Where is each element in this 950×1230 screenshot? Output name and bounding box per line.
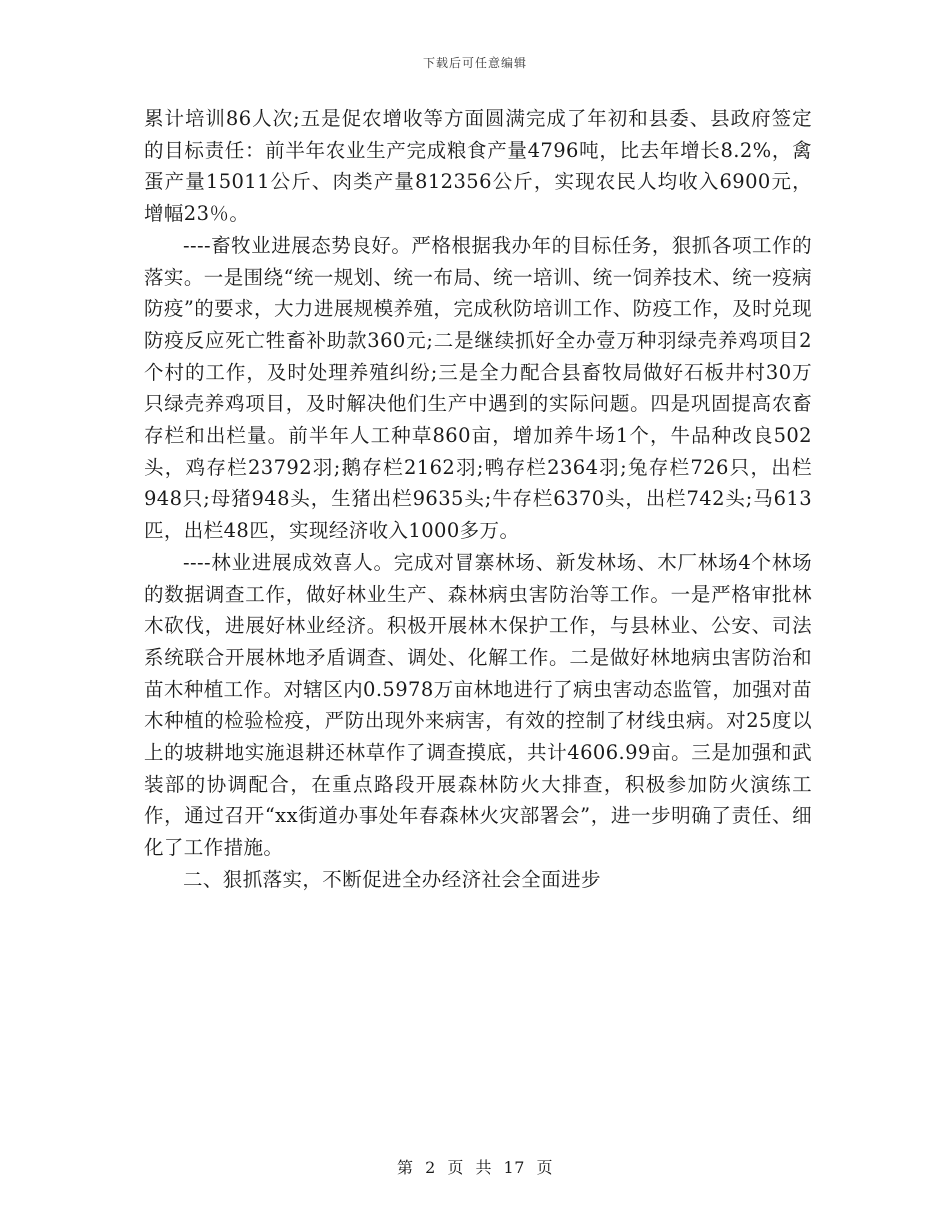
paragraph-forestry: ----林业进展成效喜人。完成对冒寨林场、新发林场、木厂林场4个林场的数据调查工作，做好林业生产、森林病虫害防治等工作。一是严格审批林木砍伐，进展好林业经济。积极开展林木保护工作，与县林业、公安、司法系统联合开展林地矛盾调查、调处、化解工作。二是做好林地病虫害防治和苗木种植工作。对辖区内0.5978万亩林地进行了病虫害动态监管，加强对苗木种植的检验检疫，严防出现外来病害，有效的控制了材线虫病。对25度以上的坡耕地实施退耕还林草作了调查摸底，共计4606.99亩。三是加强和武装部的协调配合，在重点路段开展森林防火大排查，积极参加防火演练工作，通过召开“xx街道办事处年春森林火灾部署会”，进一步明确了责任、细化了工作措施。 (144, 550, 812, 860)
page-header-note: 下载后可任意编辑 (422, 56, 527, 70)
section-heading: 二、狠抓落实，不断促进全办经济社会全面进步 (183, 867, 601, 891)
paragraph-livestock: ----畜牧业进展态势良好。严格根据我办年的目标任务，狠抓各项工作的落实。一是围绕“统一规划、统一布局、统一培训、统一饲养技术、统一疫病防疫”的要求，大力进展规模养殖，完成秋防培训工作、防疫工作，及时兑现防疫反应死亡牲畜补助款360元;二是继续抓好全办壹万种羽绿壳养鸡项目2个村的工作，及时处理养殖纠纷;三是全力配合县畜牧局做好石板井村30万只绿壳养鸡项目，及时解决他们生产中遇到的实际问题。四是巩固提高农畜存栏和出栏量。前半年人工种草860亩，增加养牛场1个，牛品种改良502头，鸡存栏23792羽;鹅存栏2162羽;鸭存栏2364羽;兔存栏726只，出栏948只;母猪948头，生猪出栏9635头;牛存栏6370头，出栏742头;马613匹，出栏48匹，实现经济收入1000多万。 (144, 233, 812, 543)
page-number-footer: 第 2 页 共 17 页 (397, 1158, 553, 1177)
document-body (144, 103, 812, 896)
paragraph-continuation: 累计培训86人次;五是促农增收等方面圆满完成了年初和县委、县政府签定的目标责任：前半年农业生产完成粮食产量4796吨，比去年增长8.2%，禽蛋产量15011公斤、肉类产量812356公斤，实现农民人均收入6900元，增幅23％。 (144, 107, 812, 226)
